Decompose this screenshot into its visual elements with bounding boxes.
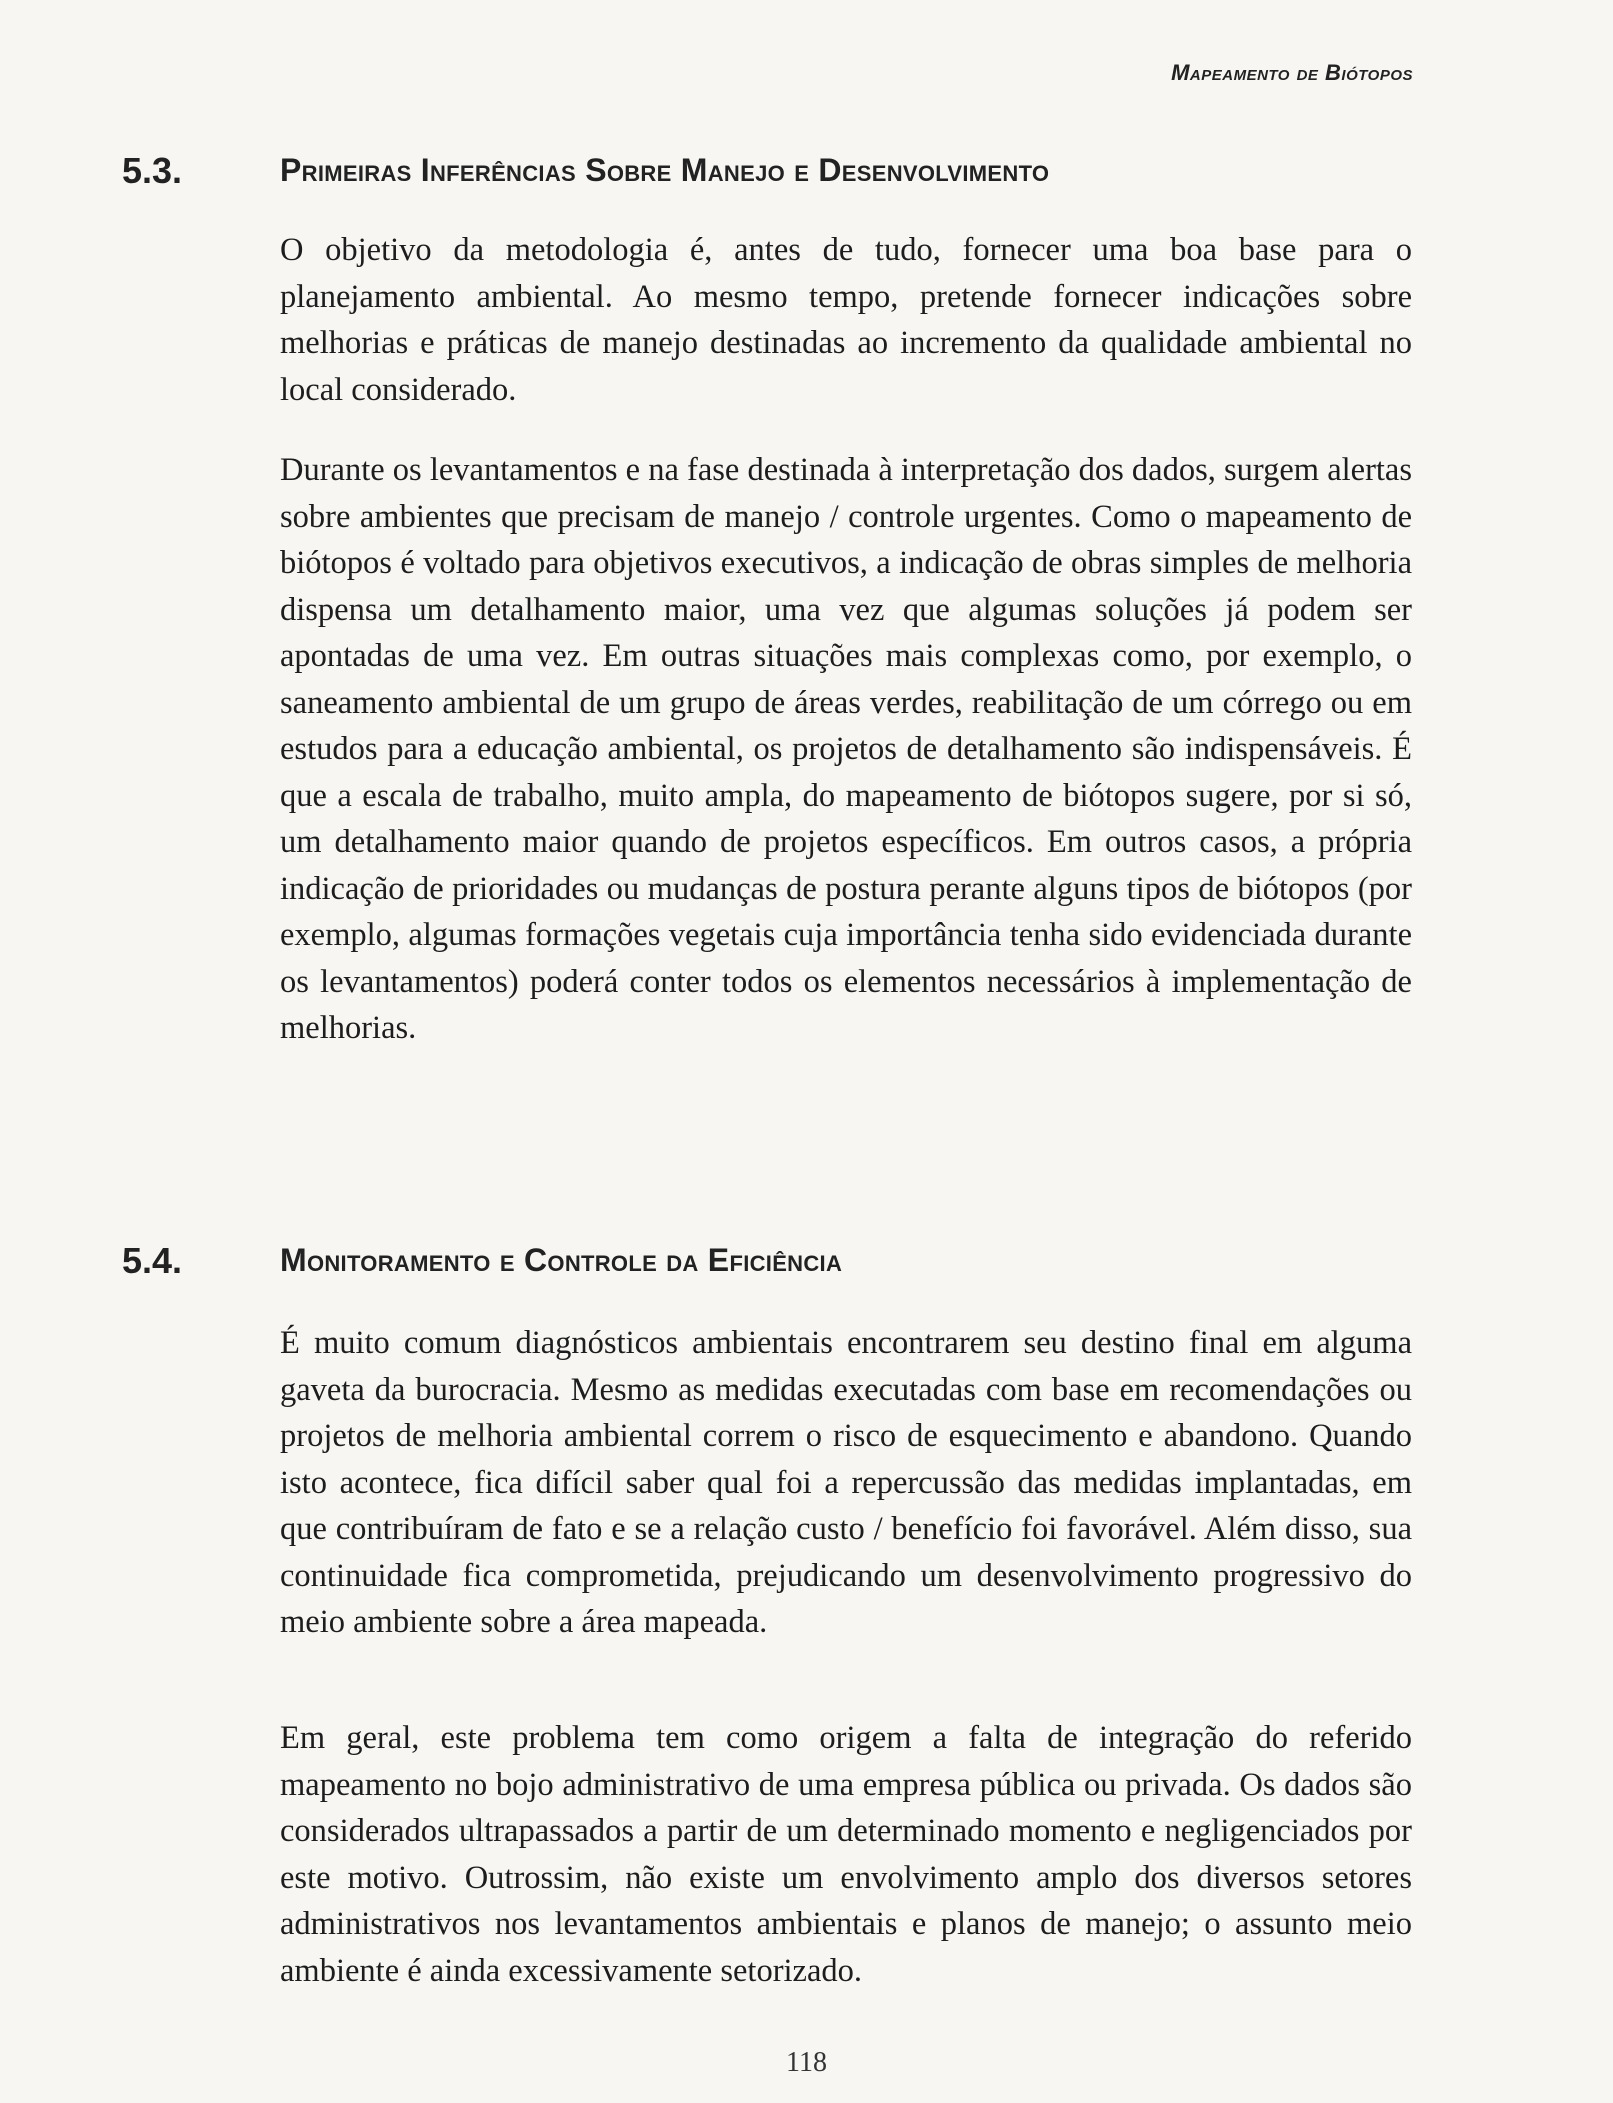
paragraph: Em geral, este problema tem como origem a falta de integração do referido mapeamento no bojo administrativo de uma empresa pública ou privada. Os dados são considerados ultrapassados a partir de um determinado momento e negligenciados por este motivo. Outrossim, não existe um envolvimento amplo dos diversos setores administrativos nos levantamentos ambientais e planos de manejo; o assunto meio ambiente é ainda excessivamente setorizado. [280,1720,1412,1989]
page-number: 118 [786,2047,827,2078]
section-title: Primeiras Inferências Sobre Manejo e Desenvolvimento [280,152,1050,188]
section-title: Monitoramento e Controle da Eficiência [280,1242,843,1278]
section-number: 5.4. [122,1240,183,1281]
paragraph: Durante os levantamentos e na fase destinada à interpretação dos dados, surgem alertas sobre ambientes que precisam de manejo / controle urgentes. Como o mapeamento de biótopos é voltado para objetivos executivos, a indicação de obras simples de melhoria dispensa um detalhamento maior, uma vez que algumas soluções já podem ser apontadas de uma vez. Em outras situações mais complexas como, por exemplo, o saneamento ambiental de um grupo de áreas verdes, reabilitação de um córrego ou em estudos para a educação ambiental, os projetos de detalhamento são indispensáveis. É que a escala de trabalho, muito ampla, do mapeamento de biótopos sugere, por si só, um detalhamento maior quando de projetos específicos. Em outros casos, a própria indicação de prioridades ou mudanças de postura perante alguns tipos de biótopos (por exemplo, algumas formações vegetais cuja importância tenha sido evidenciada durante os levantamentos) poderá conter todos os elementos necessários à implementação de melhorias. [280,452,1412,1046]
paragraph: O objetivo da metodologia é, antes de tudo, fornecer uma boa base para o planejamento ambiental. Ao mesmo tempo, pretende fornecer indicações sobre melhorias e práticas de manejo destinadas ao incremento da qualidade ambiental no local considerado. [280,232,1412,408]
section-number: 5.3. [122,150,183,191]
paragraph: É muito comum diagnósticos ambientais encontrarem seu destino final em alguma gaveta da burocracia. Mesmo as medidas executadas com base em recomendações ou projetos de melhoria ambiental correm o risco de esquecimento e abandono. Quando isto acontece, fica difícil saber qual foi a repercussão das medidas implantadas, em que contribuíram de fato e se a relação custo / benefício foi favorável. Além disso, sua continuidade fica comprometida, prejudicando um desenvolvimento progressivo do meio ambiente sobre a área mapeada. [280,1325,1412,1640]
running-header: Mapeamento de Biótopos [1171,60,1413,85]
